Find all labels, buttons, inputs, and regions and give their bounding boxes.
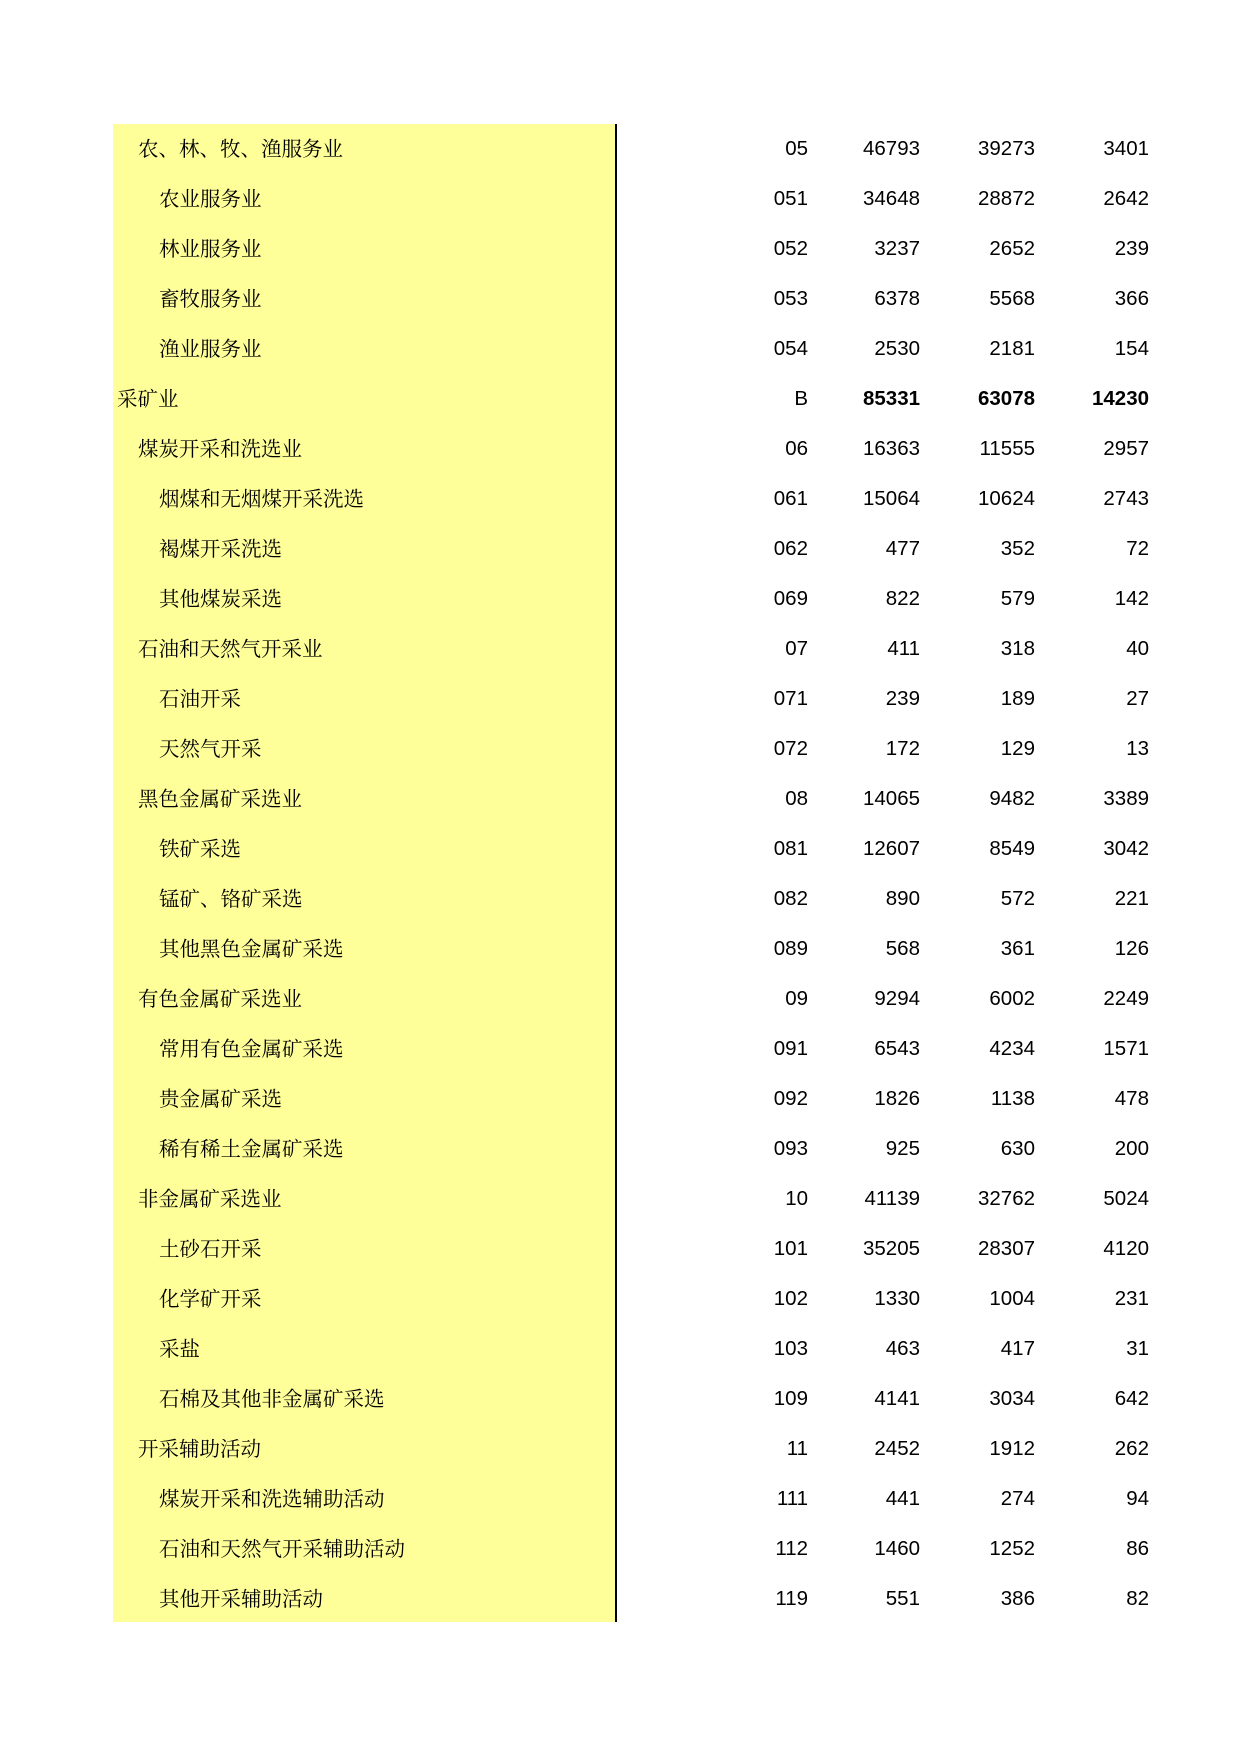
industry-name: 化学矿开采 xyxy=(159,1287,262,1311)
value-cell-2: 417 xyxy=(1000,1337,1035,1360)
value-cell-2: 6002 xyxy=(989,987,1035,1010)
value-cell-2: 579 xyxy=(1000,587,1035,610)
table-row xyxy=(113,1174,1149,1224)
value-cell-1: 1460 xyxy=(874,1537,920,1560)
value-cell-2: 189 xyxy=(1000,687,1035,710)
value-cell-3: 3042 xyxy=(1103,837,1149,860)
industry-name: 煤炭开采和洗选辅助活动 xyxy=(159,1487,385,1511)
industry-code: 09 xyxy=(785,987,808,1010)
table-row xyxy=(113,1274,1149,1324)
industry-code: 07 xyxy=(785,637,808,660)
industry-name: 渔业服务业 xyxy=(159,337,262,361)
table-row xyxy=(113,224,1149,274)
table-row xyxy=(113,1374,1149,1424)
industry-code: 054 xyxy=(773,337,808,360)
value-cell-1: 890 xyxy=(885,887,920,910)
industry-code: 119 xyxy=(775,1587,808,1610)
industry-name: 其他煤炭采选 xyxy=(159,587,282,611)
value-cell-3: 13 xyxy=(1126,737,1149,760)
value-cell-1: 85331 xyxy=(862,387,920,410)
value-cell-3: 1571 xyxy=(1103,1037,1149,1060)
table-row xyxy=(113,274,1149,324)
industry-code: 062 xyxy=(773,537,808,560)
value-cell-2: 2181 xyxy=(989,337,1035,360)
industry-name: 其他黑色金属矿采选 xyxy=(159,937,344,961)
industry-code: 089 xyxy=(773,937,808,960)
value-cell-2: 39273 xyxy=(977,137,1035,160)
value-cell-3: 40 xyxy=(1126,637,1149,660)
industry-code: 101 xyxy=(773,1237,808,1260)
value-cell-1: 568 xyxy=(885,937,920,960)
value-cell-2: 11555 xyxy=(979,437,1035,460)
industry-code: 109 xyxy=(773,1387,808,1410)
value-cell-1: 16363 xyxy=(862,437,920,460)
table-row xyxy=(113,1124,1149,1174)
industry-code: 10 xyxy=(785,1187,808,1210)
table-row xyxy=(113,574,1149,624)
industry-code: B xyxy=(794,387,808,410)
table-row xyxy=(113,324,1149,374)
table-row xyxy=(113,1024,1149,1074)
table-row xyxy=(113,374,1149,424)
value-cell-2: 4234 xyxy=(989,1037,1035,1060)
industry-name: 烟煤和无烟煤开采洗选 xyxy=(159,487,364,511)
table-row xyxy=(113,674,1149,724)
value-cell-3: 3401 xyxy=(1103,137,1149,160)
value-cell-2: 63078 xyxy=(977,387,1035,410)
value-cell-3: 262 xyxy=(1114,1437,1149,1460)
value-cell-1: 551 xyxy=(885,1587,920,1610)
value-cell-2: 1138 xyxy=(990,1087,1035,1110)
industry-name: 林业服务业 xyxy=(159,237,262,261)
industry-name: 天然气开采 xyxy=(159,737,262,761)
industry-code: 05 xyxy=(785,137,808,160)
value-cell-3: 3389 xyxy=(1103,787,1149,810)
value-cell-1: 4141 xyxy=(874,1387,920,1410)
value-cell-1: 3237 xyxy=(874,237,920,260)
value-cell-3: 31 xyxy=(1126,1337,1149,1360)
value-cell-1: 239 xyxy=(885,687,920,710)
value-cell-1: 172 xyxy=(885,737,920,760)
table-row xyxy=(113,1224,1149,1274)
value-cell-1: 822 xyxy=(885,587,920,610)
value-cell-2: 8549 xyxy=(989,837,1035,860)
value-cell-2: 1004 xyxy=(989,1287,1035,1310)
industry-code: 08 xyxy=(785,787,808,810)
value-cell-1: 6378 xyxy=(874,287,920,310)
value-cell-3: 221 xyxy=(1114,887,1149,910)
value-cell-3: 82 xyxy=(1126,1587,1149,1610)
value-cell-2: 352 xyxy=(1000,537,1035,560)
table-row xyxy=(113,1524,1149,1574)
industry-name: 农业服务业 xyxy=(159,187,262,211)
industry-code: 06 xyxy=(785,437,808,460)
table-row xyxy=(113,1424,1149,1474)
table-row xyxy=(113,924,1149,974)
industry-name: 农、林、牧、渔服务业 xyxy=(138,137,343,161)
industry-name: 石油和天然气开采辅助活动 xyxy=(159,1537,405,1561)
value-cell-3: 239 xyxy=(1114,237,1149,260)
industry-code: 111 xyxy=(776,1487,808,1510)
industry-code: 091 xyxy=(773,1037,808,1060)
table-row xyxy=(113,1324,1149,1374)
table-body xyxy=(113,124,1149,1624)
industry-name: 铁矿采选 xyxy=(159,837,241,861)
value-cell-1: 34648 xyxy=(862,187,920,210)
value-cell-1: 41139 xyxy=(864,1187,920,1210)
industry-name: 有色金属矿采选业 xyxy=(138,987,302,1011)
value-cell-3: 478 xyxy=(1114,1087,1149,1110)
value-cell-2: 1912 xyxy=(989,1437,1035,1460)
value-cell-2: 318 xyxy=(1000,637,1035,660)
industry-name: 煤炭开采和洗选业 xyxy=(138,437,302,461)
table-row xyxy=(113,824,1149,874)
industry-name: 贵金属矿采选 xyxy=(159,1087,282,1111)
value-cell-2: 630 xyxy=(1000,1137,1035,1160)
industry-name: 石油和天然气开采业 xyxy=(138,637,323,661)
industry-code: 061 xyxy=(773,487,808,510)
value-cell-1: 463 xyxy=(885,1337,920,1360)
industry-code: 093 xyxy=(773,1137,808,1160)
table-row xyxy=(113,1074,1149,1124)
value-cell-2: 572 xyxy=(1000,887,1035,910)
value-cell-3: 642 xyxy=(1114,1387,1149,1410)
value-cell-2: 3034 xyxy=(989,1387,1035,1410)
industry-code: 092 xyxy=(773,1087,808,1110)
data-table xyxy=(113,124,1149,1624)
table-row xyxy=(113,974,1149,1024)
value-cell-1: 9294 xyxy=(874,987,920,1010)
industry-code: 11 xyxy=(786,1437,808,1460)
industry-code: 051 xyxy=(773,187,808,210)
value-cell-1: 6543 xyxy=(874,1037,920,1060)
industry-code: 069 xyxy=(773,587,808,610)
value-cell-3: 231 xyxy=(1114,1287,1149,1310)
industry-name: 常用有色金属矿采选 xyxy=(159,1037,344,1061)
table-row xyxy=(113,724,1149,774)
value-cell-3: 366 xyxy=(1114,287,1149,310)
table-row xyxy=(113,124,1149,174)
value-cell-3: 14230 xyxy=(1091,387,1149,410)
industry-name: 黑色金属矿采选业 xyxy=(138,787,302,811)
value-cell-3: 86 xyxy=(1126,1537,1149,1560)
value-cell-2: 386 xyxy=(1000,1587,1035,1610)
industry-name: 非金属矿采选业 xyxy=(138,1187,282,1211)
value-cell-1: 1826 xyxy=(874,1087,920,1110)
value-cell-2: 1252 xyxy=(989,1537,1035,1560)
value-cell-1: 15064 xyxy=(862,487,920,510)
industry-name: 锰矿、铬矿采选 xyxy=(159,887,303,911)
industry-code: 103 xyxy=(773,1337,808,1360)
value-cell-3: 2743 xyxy=(1103,487,1149,510)
value-cell-2: 32762 xyxy=(977,1187,1035,1210)
value-cell-1: 2452 xyxy=(874,1437,920,1460)
value-cell-2: 28307 xyxy=(977,1237,1035,1260)
value-cell-2: 2652 xyxy=(989,237,1035,260)
value-cell-3: 126 xyxy=(1114,937,1149,960)
value-cell-2: 274 xyxy=(1000,1487,1035,1510)
value-cell-2: 129 xyxy=(1000,737,1035,760)
industry-code: 102 xyxy=(773,1287,808,1310)
value-cell-3: 142 xyxy=(1114,587,1149,610)
industry-name: 土砂石开采 xyxy=(159,1237,262,1261)
value-cell-3: 72 xyxy=(1126,537,1149,560)
industry-name: 石棉及其他非金属矿采选 xyxy=(159,1387,385,1411)
value-cell-1: 2530 xyxy=(874,337,920,360)
industry-name: 开采辅助活动 xyxy=(138,1437,261,1461)
industry-name: 畜牧服务业 xyxy=(159,287,262,311)
value-cell-3: 2957 xyxy=(1103,437,1149,460)
value-cell-1: 35205 xyxy=(862,1237,920,1260)
value-cell-1: 14065 xyxy=(862,787,920,810)
table-row xyxy=(113,524,1149,574)
industry-name: 采盐 xyxy=(159,1337,200,1361)
industry-name: 石油开采 xyxy=(159,687,241,711)
value-cell-1: 441 xyxy=(885,1487,920,1510)
table-row xyxy=(113,774,1149,824)
industry-name: 采矿业 xyxy=(117,387,179,411)
value-cell-3: 4120 xyxy=(1103,1237,1149,1260)
value-cell-1: 477 xyxy=(885,537,920,560)
industry-code: 052 xyxy=(773,237,808,260)
value-cell-2: 10624 xyxy=(977,487,1035,510)
value-cell-2: 361 xyxy=(1000,937,1035,960)
industry-code: 053 xyxy=(773,287,808,310)
table-row xyxy=(113,174,1149,224)
table-row xyxy=(113,874,1149,924)
value-cell-1: 46793 xyxy=(862,137,920,160)
industry-code: 072 xyxy=(773,737,808,760)
value-cell-1: 925 xyxy=(885,1137,920,1160)
table-row xyxy=(113,624,1149,674)
table-row xyxy=(113,1474,1149,1524)
table-row xyxy=(113,424,1149,474)
value-cell-3: 5024 xyxy=(1103,1187,1149,1210)
table-row xyxy=(113,1574,1149,1624)
value-cell-3: 154 xyxy=(1114,337,1149,360)
value-cell-2: 5568 xyxy=(989,287,1035,310)
industry-name: 褐煤开采洗选 xyxy=(159,537,282,561)
industry-code: 081 xyxy=(773,837,808,860)
value-cell-3: 94 xyxy=(1126,1487,1149,1510)
industry-name: 稀有稀土金属矿采选 xyxy=(159,1137,344,1161)
value-cell-3: 2642 xyxy=(1103,187,1149,210)
value-cell-2: 9482 xyxy=(989,787,1035,810)
industry-code: 082 xyxy=(773,887,808,910)
table-row xyxy=(113,474,1149,524)
value-cell-1: 1330 xyxy=(874,1287,920,1310)
industry-code: 071 xyxy=(773,687,808,710)
value-cell-2: 28872 xyxy=(977,187,1035,210)
value-cell-3: 27 xyxy=(1126,687,1149,710)
value-cell-1: 12607 xyxy=(862,837,920,860)
value-cell-3: 200 xyxy=(1114,1137,1149,1160)
value-cell-1: 411 xyxy=(887,637,920,660)
value-cell-3: 2249 xyxy=(1103,987,1149,1010)
industry-code: 112 xyxy=(775,1537,808,1560)
industry-name: 其他开采辅助活动 xyxy=(159,1587,323,1611)
